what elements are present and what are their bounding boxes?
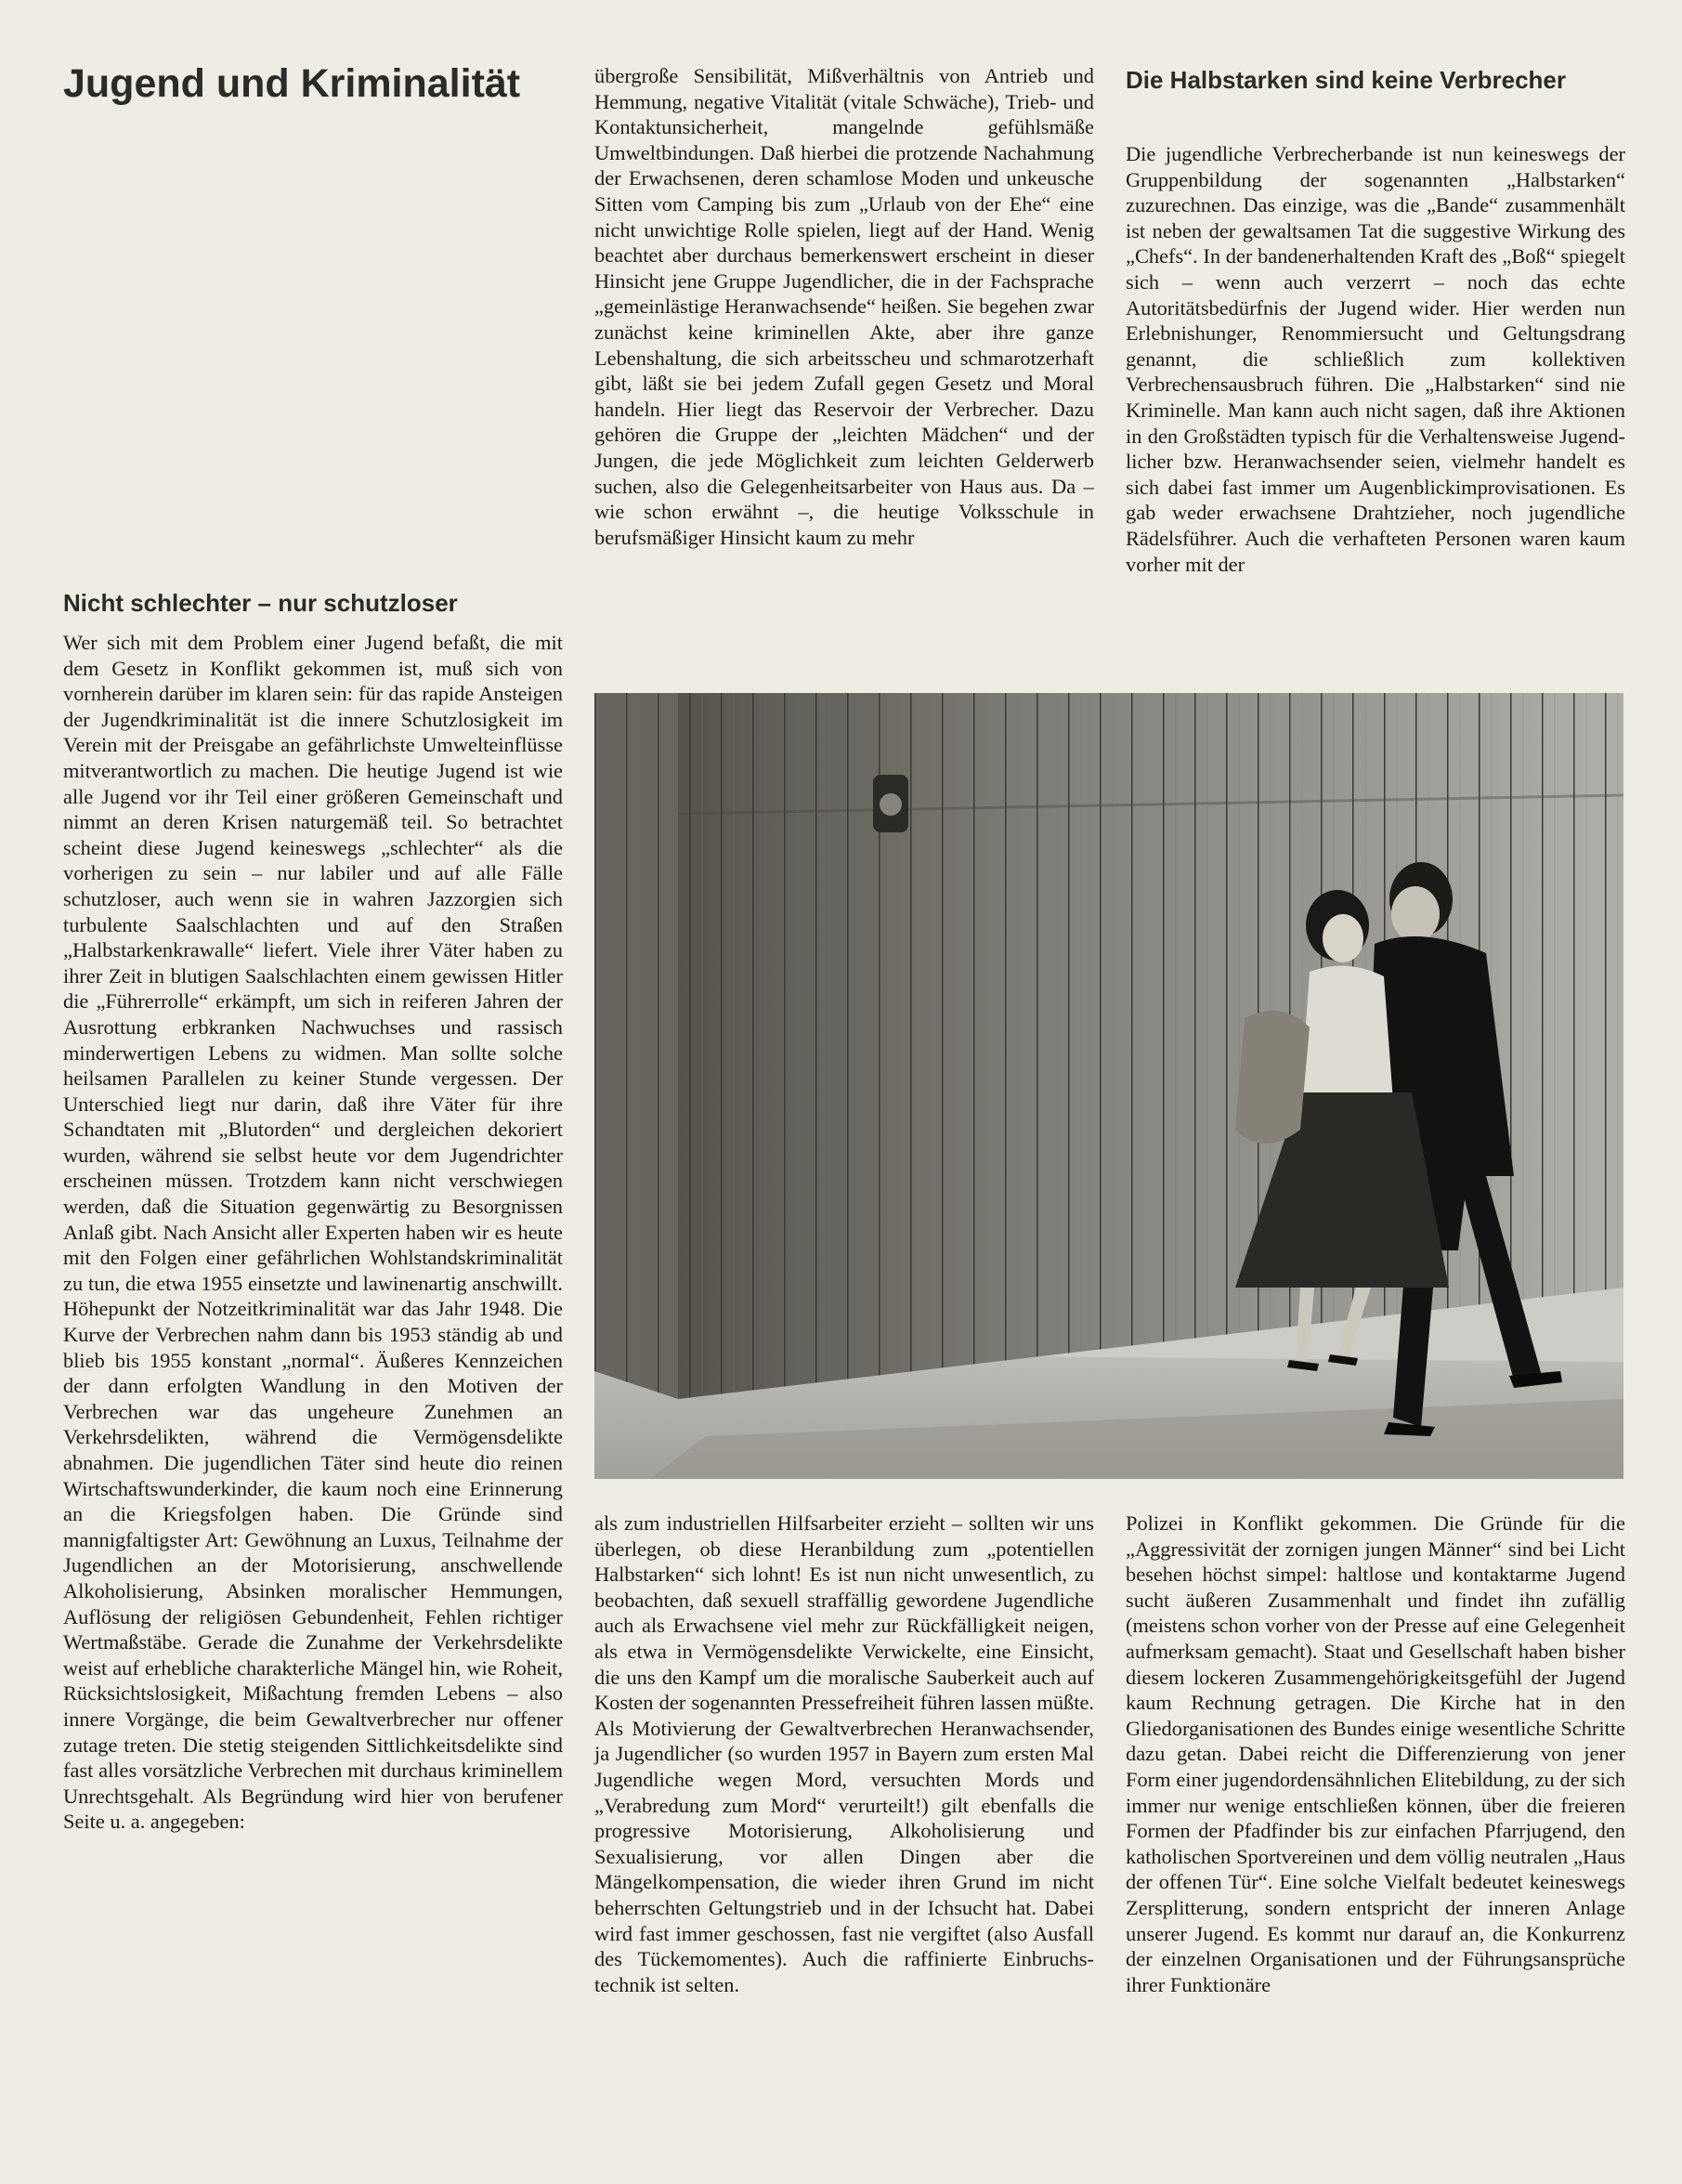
subheading-left: Nicht schlechter – nur schutzloser [63,589,458,617]
column-left [63,630,563,1835]
column-right-top-text: Die jugendliche Verbrecherbande ist nun keineswegs der Gruppenbildung der sogenannten „Halbstarken“ zuzurechnen. Das einzige, was die „Bande“ zusammenhält ist neben der gewaltsamen Tat die suggestive Wirkung des „Chefs“. In der bandenerhaltenden Kraft des „Boß“ spiegelt sich – wenn auch verzerrt – noch das echte Autoritätsbedürfnis der Jugend wider. Hier werden nun Erlebnishunger, Renommiersucht und Geltungsdrang genannt, die schließlich zum kollektiven Verbrechensausbruch führen. Die „Halbstarken“ sind nie Kriminelle. Man kann auch nicht sagen, daß ihre Aktionen in den Großstädten typisch für die Verhaltensweise Jugendlicher bzw. Heranwachsender seien, vielmehr handelt es sich dabei fast immer um Augenblickimprovisationen. Es gab weder erwachsene Drahtzieher, noch jugendliche Rädelsführer. Auch die verhafteten Personen waren kaum vorher mit der [1126,142,1625,576]
photo-couple-by-fence [594,693,1623,1479]
column-left-text: Wer sich mit dem Problem einer Jugend befaßt, die mit dem Gesetz in Konflikt gekommen ist, muß sich von vornherein darüber im klaren sein: für das rapide Ansteigen der Jugendkriminalität ist die innere Schutzlosigkeit im Verein mit der Preisgabe an gefährlichste Umwelteinflüsse mitverantwortlich zu machen. Die heutige Jugend ist wie alle Jugend vor ihr Teil einer größeren Gemeinschaft und nimmt an deren Krisen naturgemäß teil. So betrachtet scheint diese Jugend keineswegs „schlechter“ als die vorherigen zu sein – nur labiler und auf alle Fälle schutzloser, auch wenn sie in wahren Jazzorgien sich turbulente Saalschlachten und auf den Straßen „Halbstarkenkrawalle“ liefert. Viele ihrer Väter haben zu ihrer Zeit in blutigen Saalschlachten einem gewissen Hitler die „Führerrolle“ erkämpft, um sich in reiferen Jahren der Ausrottung erbkranken Nachwuchses und rassisch minderwertigen Lebens zu widmen. Man sollte solche heilsamen Parallelen zu keiner Stunde vergessen. Der Unterschied liegt nur darin, daß ihre Väter für ihre Schandtaten mit „Blutorden“ und dergleichen dekoriert wurden, während sie selbst heute vor dem Jugendrichter erscheinen müssen. Trotzdem kann nicht verschwiegen werden, daß die Situation gegenwärtig zu Besorgnissen Anlaß gibt. Nach Ansicht aller Experten haben wir es heute mit den Folgen einer gefährlichen Wohlstandskriminalität zu tun, die etwa 1955 einsetzte und lawinenartig anschwillt. Höhepunkt der Notzeitkriminalität war das Jahr 1948. Die Kurve der Verbrechen nahm dann bis 1953 ständig ab und blieb bis 1955 konstant „normal“. Äußeres Kennzeichen der dann erfolgten Wandlung in den Motiven der Verbrechen war das ungeheure Zunehmen an Verkehrsdelikten, während die Vermögensdelikte abnahmen. Die jugendlichen Täter sind heute dio reinen Wirtschaftswunderkinder, die kaum noch eine Erinnerung an die Kriegsfolgen haben. Die Gründe sind mannigfaltigster Art: Gewöhnung an Luxus, Teilnahme der Jugendlichen an der Motorisierung, anschwellende Alkoholisierung, Absinken moralischer Hemmungen, Auflösung der religiösen Gebundenheit, Fehlen richtiger Wertmaßstäbe. Gerade die Zunahme der Verkehrsdelikte weist auf erhebliche charakterliche Mängel hin, wie Roheit, Rücksichtslosigkeit, Mißachtung fremden Lebens – also innere Vorgänge, die beim Gewaltverbrecher nur offener zutage treten. Die stetig steigenden Sittlichkeitsdelikte sind fast alles vorsätzliche Verbrechen mit durchaus kriminellem Unrechtsgehalt. Als Begründung wird hier von berufener Seite u. a. angegeben: [63,631,563,1834]
column-right-bottom-text: Polizei in Konflikt gekommen. Die Gründe für die „Aggressivität der zornigen jungen Männer“ sind bei Licht besehen höchst simpel: haltlose und kontaktarme Jugend sucht äußeren Zusammenhalt und findet ihn zufällig (meistens schon vorher von der Presse auf eine Gelegenheit aufmerksam gemacht). Staat und Gesellschaft haben bisher diesem lockeren Zusammengehörigkeitsgefühl der Jugend kaum Rechnung getragen. Die Kirche hat in den Gliedorganisationen des Bundes einige wesentliche Schritte dazu getan. Dabei reicht die Differenzierung von jener Form einer jugendordensähnlichen Elitebildung, zu der sich immer nur wenige entschließen können, über die freieren Formen der Pfadfinder bis zur einfachen Pfarrjugend, den katholischen Sportvereinen und dem völlig neutralen „Haus der offenen Tür“. Eine solche Vielfalt bedeutet keineswegs Zersplitterung, sondern entspricht der inneren Anlage unserer Jugend. Es kommt nur darauf an, die Konkurrenz der einzelnen Organisationen und der Führungsansprüche ihrer Funktionäre [1126,1511,1625,1996]
column-middle-top-text: übergroße Sensibilität, Mißverhältnis von Antrieb und Hemmung, negative Vitalität (vitale Schwäche), Trieb- und Kontaktunsicherheit, mangelnde gefühlsmäße Umweltbindungen. Daß hierbei die protzende Nachahmung der Erwachsenen, deren schamlose Moden und unkeusche Sitten vom Camping bis zum „Urlaub von der Ehe“ eine nicht unwichtige Rolle spielen, liegt auf der Hand. Wenig beachtet aber durchaus bemerkenswert erscheint in dieser Hinsicht jene Gruppe Jugendlicher, die in der Fachsprache „gemeinlästige Heranwachsende“ heißen. Sie begehen zwar zunächst keine kriminellen Akte, aber ihre ganze Lebenshaltung, die sich arbeitsscheu und schmarotzerhaft gibt, läßt sie bei jedem Zufall gegen Gesetz und Moral handeln. Hier liegt das Reservoir der Verbrecher. Dazu gehören die Gruppe der „leichten Mädchen“ und der Jungen, die jede Möglichkeit zum leichten Gelderwerb suchen, also die Gelegenheitsarbeiter von Haus aus. Da – wie schon erwähnt –, die heutige Volksschule in berufsmäßiger Hinsicht kaum zu mehr [594,64,1094,549]
article-title: Jugend und Kriminalität [63,61,521,106]
column-right-bottom [1126,1510,1625,1997]
column-middle-bottom-text: als zum industriellen Hilfsarbeiter erzieht – sollten wir uns überlegen, ob diese Heranbildung zum „potentiellen Halbstarken“ sich lohnt! Es ist nun nicht unwesentlich, zu beobachten, daß sexuell straffällig gewordene Jugendliche auch als Erwachsene viel mehr zur Rückfälligkeit neigen, als etwa in Vermögensdelikte Verwickelte, eine Einsicht, die uns den Kampf um die moralische Sauberkeit auch auf Kosten der sogenannten Pressefreiheit führen lassen müßte. Als Motivierung der Gewaltverbrechen Heranwachsender, ja Jugendlicher (so wurden 1957 in Bayern zum ersten Mal Jugendliche wegen Mord, versuchten Mords und „Verabredung zum Mord“ verurteilt!) gilt ebenfalls die progressive Motorisierung, Alkoholisierung und Sexualisierung, vor allen Dingen aber die Mängelkompensation, die wieder ihren Grund im nicht beherrschten Geltungstrieb und in der Ichsucht hat. Dabei wird fast immer geschossen, fast nie vergiftet (also Ausfall des Tückemomentes). Auch die raffinierte Einbruchstechnik ist selten. [594,1511,1094,1996]
column-right-top [1126,141,1625,676]
column-middle-bottom [594,1510,1094,1997]
photo-couple-by-fence-icon [594,693,1623,1479]
column-middle-top [594,63,1094,676]
subheading-right: Die Halbstarken sind keine Verbrecher [1126,66,1566,94]
